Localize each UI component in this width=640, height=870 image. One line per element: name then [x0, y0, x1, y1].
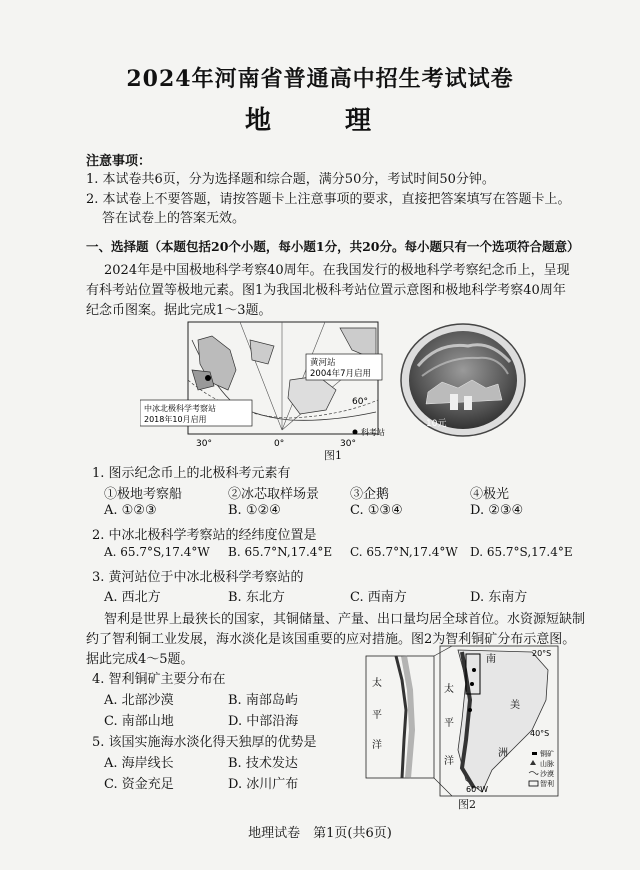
lat-60-label: 60°	[352, 397, 368, 407]
big-ocean-char-1: 太	[444, 684, 454, 695]
continent-char-2: 美	[510, 700, 520, 711]
fig2-lon-60: 60°W	[466, 785, 489, 794]
chile-copper-map	[362, 640, 562, 805]
q3-option-a: A. 西北方	[104, 590, 161, 605]
legend-copper-label: 铜矿	[540, 750, 554, 758]
fig1-caption: 图1	[324, 449, 342, 462]
lon-30w-label: 30°	[196, 439, 212, 449]
section-heading: 一、选择题（本题包括20个小题，每小题1分，共20分。每小题只有一个选项符合题意）	[86, 239, 580, 254]
page-title: 2024年河南省普通高中招生考试试卷	[126, 66, 514, 92]
fig2-caption: 图2	[458, 798, 476, 811]
q5-option-c: C. 资金充足	[104, 777, 174, 792]
zhongbing-station-dot	[205, 375, 211, 381]
legend-chile-icon	[529, 781, 538, 786]
continent-char-3: 洲	[498, 748, 508, 759]
small-ocean-char-1: 太	[372, 678, 382, 689]
huanghe-date: 2004年7月启用	[310, 369, 372, 379]
coin-value: 10元	[426, 419, 447, 429]
q1-element-4: ④极光	[470, 487, 510, 502]
notice-item-2-cont: 答在试卷上的答案无效。	[102, 211, 246, 226]
legend-desert-icon	[529, 772, 538, 775]
q3-stem: 3. 黄河站位于中冰北极科学考察站的	[92, 570, 304, 585]
q5-option-d: D. 冰川广布	[228, 777, 299, 792]
q1-option-a: A. ①②③	[104, 503, 157, 518]
huanghe-name: 黄河站	[310, 358, 336, 368]
lon-0-label: 0°	[274, 439, 285, 449]
q1-option-d: D. ②③④	[470, 503, 524, 518]
fig2-lat-40: 40°S	[530, 729, 550, 738]
intro2-line2: 约了智利铜工业发展，海水淡化是该国重要的应对措施。图2为智利铜矿分布示意图。	[86, 632, 576, 647]
legend-mountain-icon	[530, 760, 536, 765]
intro1-line1: 2024年是中国极地科学考察40周年。在我国发行的极地科学考察纪念币上，呈现	[104, 263, 570, 278]
q3-option-b: B. 东北方	[228, 590, 285, 605]
q2-option-c: C. 65.7°N,17.4°W	[350, 545, 458, 559]
q4-option-b: B. 南部岛屿	[228, 693, 298, 708]
q3-option-c: C. 西南方	[350, 590, 407, 605]
q5-option-b: B. 技术发达	[228, 756, 298, 771]
subject-title: 地 理	[244, 106, 395, 136]
q1-option-c: C. ①③④	[350, 503, 403, 518]
lon-30e-label: 30°	[340, 439, 356, 449]
copper-mine-dot	[470, 682, 474, 686]
legend-dot-icon	[353, 430, 358, 435]
q4-stem: 4. 智利铜矿主要分布在	[92, 672, 226, 687]
q1-option-b: B. ①②④	[228, 503, 281, 518]
notice-heading: 注意事项：	[86, 154, 152, 169]
q2-option-b: B. 65.7°N,17.4°E	[228, 545, 333, 559]
q3-option-d: D. 东南方	[470, 590, 528, 605]
fig2-lat-20: 20°S	[532, 649, 552, 658]
arctic-station-map	[140, 320, 390, 450]
intro2-line3: 据此完成4～5题。	[86, 652, 194, 667]
zhongbing-date: 2018年10月启用	[144, 415, 207, 424]
q2-option-d: D. 65.7°S,17.4°E	[470, 545, 573, 559]
copper-mine-dot	[472, 668, 476, 672]
q4-option-d: D. 中部沿海	[228, 714, 299, 729]
q2-option-a: A. 65.7°S,17.4°W	[104, 545, 210, 559]
big-ocean-char-3: 洋	[444, 756, 454, 767]
q4-option-a: A. 北部沙漠	[104, 693, 174, 708]
intro1-line3: 纪念币图案。据此完成1～3题。	[86, 303, 272, 318]
q2-stem: 2. 中冰北极科学考察站的经纬度位置是	[92, 528, 317, 543]
big-ocean-char-2: 平	[444, 718, 454, 729]
notice-item-2: 2. 本试卷上不要答题，请按答题卡上注意事项的要求，直接把答案填写在答题卡上。	[86, 192, 571, 207]
intro2-line1: 智利是世界上最狭长的国家，其铜储量、产量、出口量均居全球首位。水资源短缺制	[104, 612, 586, 627]
zhongbing-name: 中冰北极科学考察站	[144, 404, 216, 413]
q1-element-1: ①极地考察船	[104, 487, 183, 502]
q1-element-3: ③企鹅	[350, 487, 390, 502]
q4-option-c: C. 南部山地	[104, 714, 174, 729]
copper-mine-dot	[468, 708, 472, 712]
notice-item-1: 1. 本试卷共6页，分为选择题和综合题，满分50分，考试时间50分钟。	[86, 172, 495, 187]
small-ocean-char-2: 平	[372, 710, 382, 721]
small-ocean-char-3: 洋	[372, 740, 382, 751]
legend-mountain-label: 山脉	[540, 760, 554, 768]
legend-desert-label: 沙漠	[540, 770, 554, 778]
q5-stem: 5. 该国实施海水淡化得天独厚的优势是	[92, 735, 317, 750]
legend-chile-label: 智利	[540, 780, 554, 788]
legend-copper-icon	[532, 752, 537, 755]
continent-char-1: 南	[486, 654, 496, 665]
commemorative-coin	[398, 322, 528, 438]
intro1-line2: 有科考站位置等极地元素。图1为我国北极科考站位置示意图和极地科学考察40周年	[86, 283, 566, 298]
page-footer: 地理试卷 第1页(共6页)	[248, 826, 392, 841]
legend-station-label: 科考站	[361, 428, 385, 437]
q1-element-2: ②冰芯取样场景	[228, 487, 320, 502]
q1-stem: 1. 图示纪念币上的北极科考元素有	[92, 466, 291, 481]
q5-option-a: A. 海岸线长	[104, 756, 174, 771]
